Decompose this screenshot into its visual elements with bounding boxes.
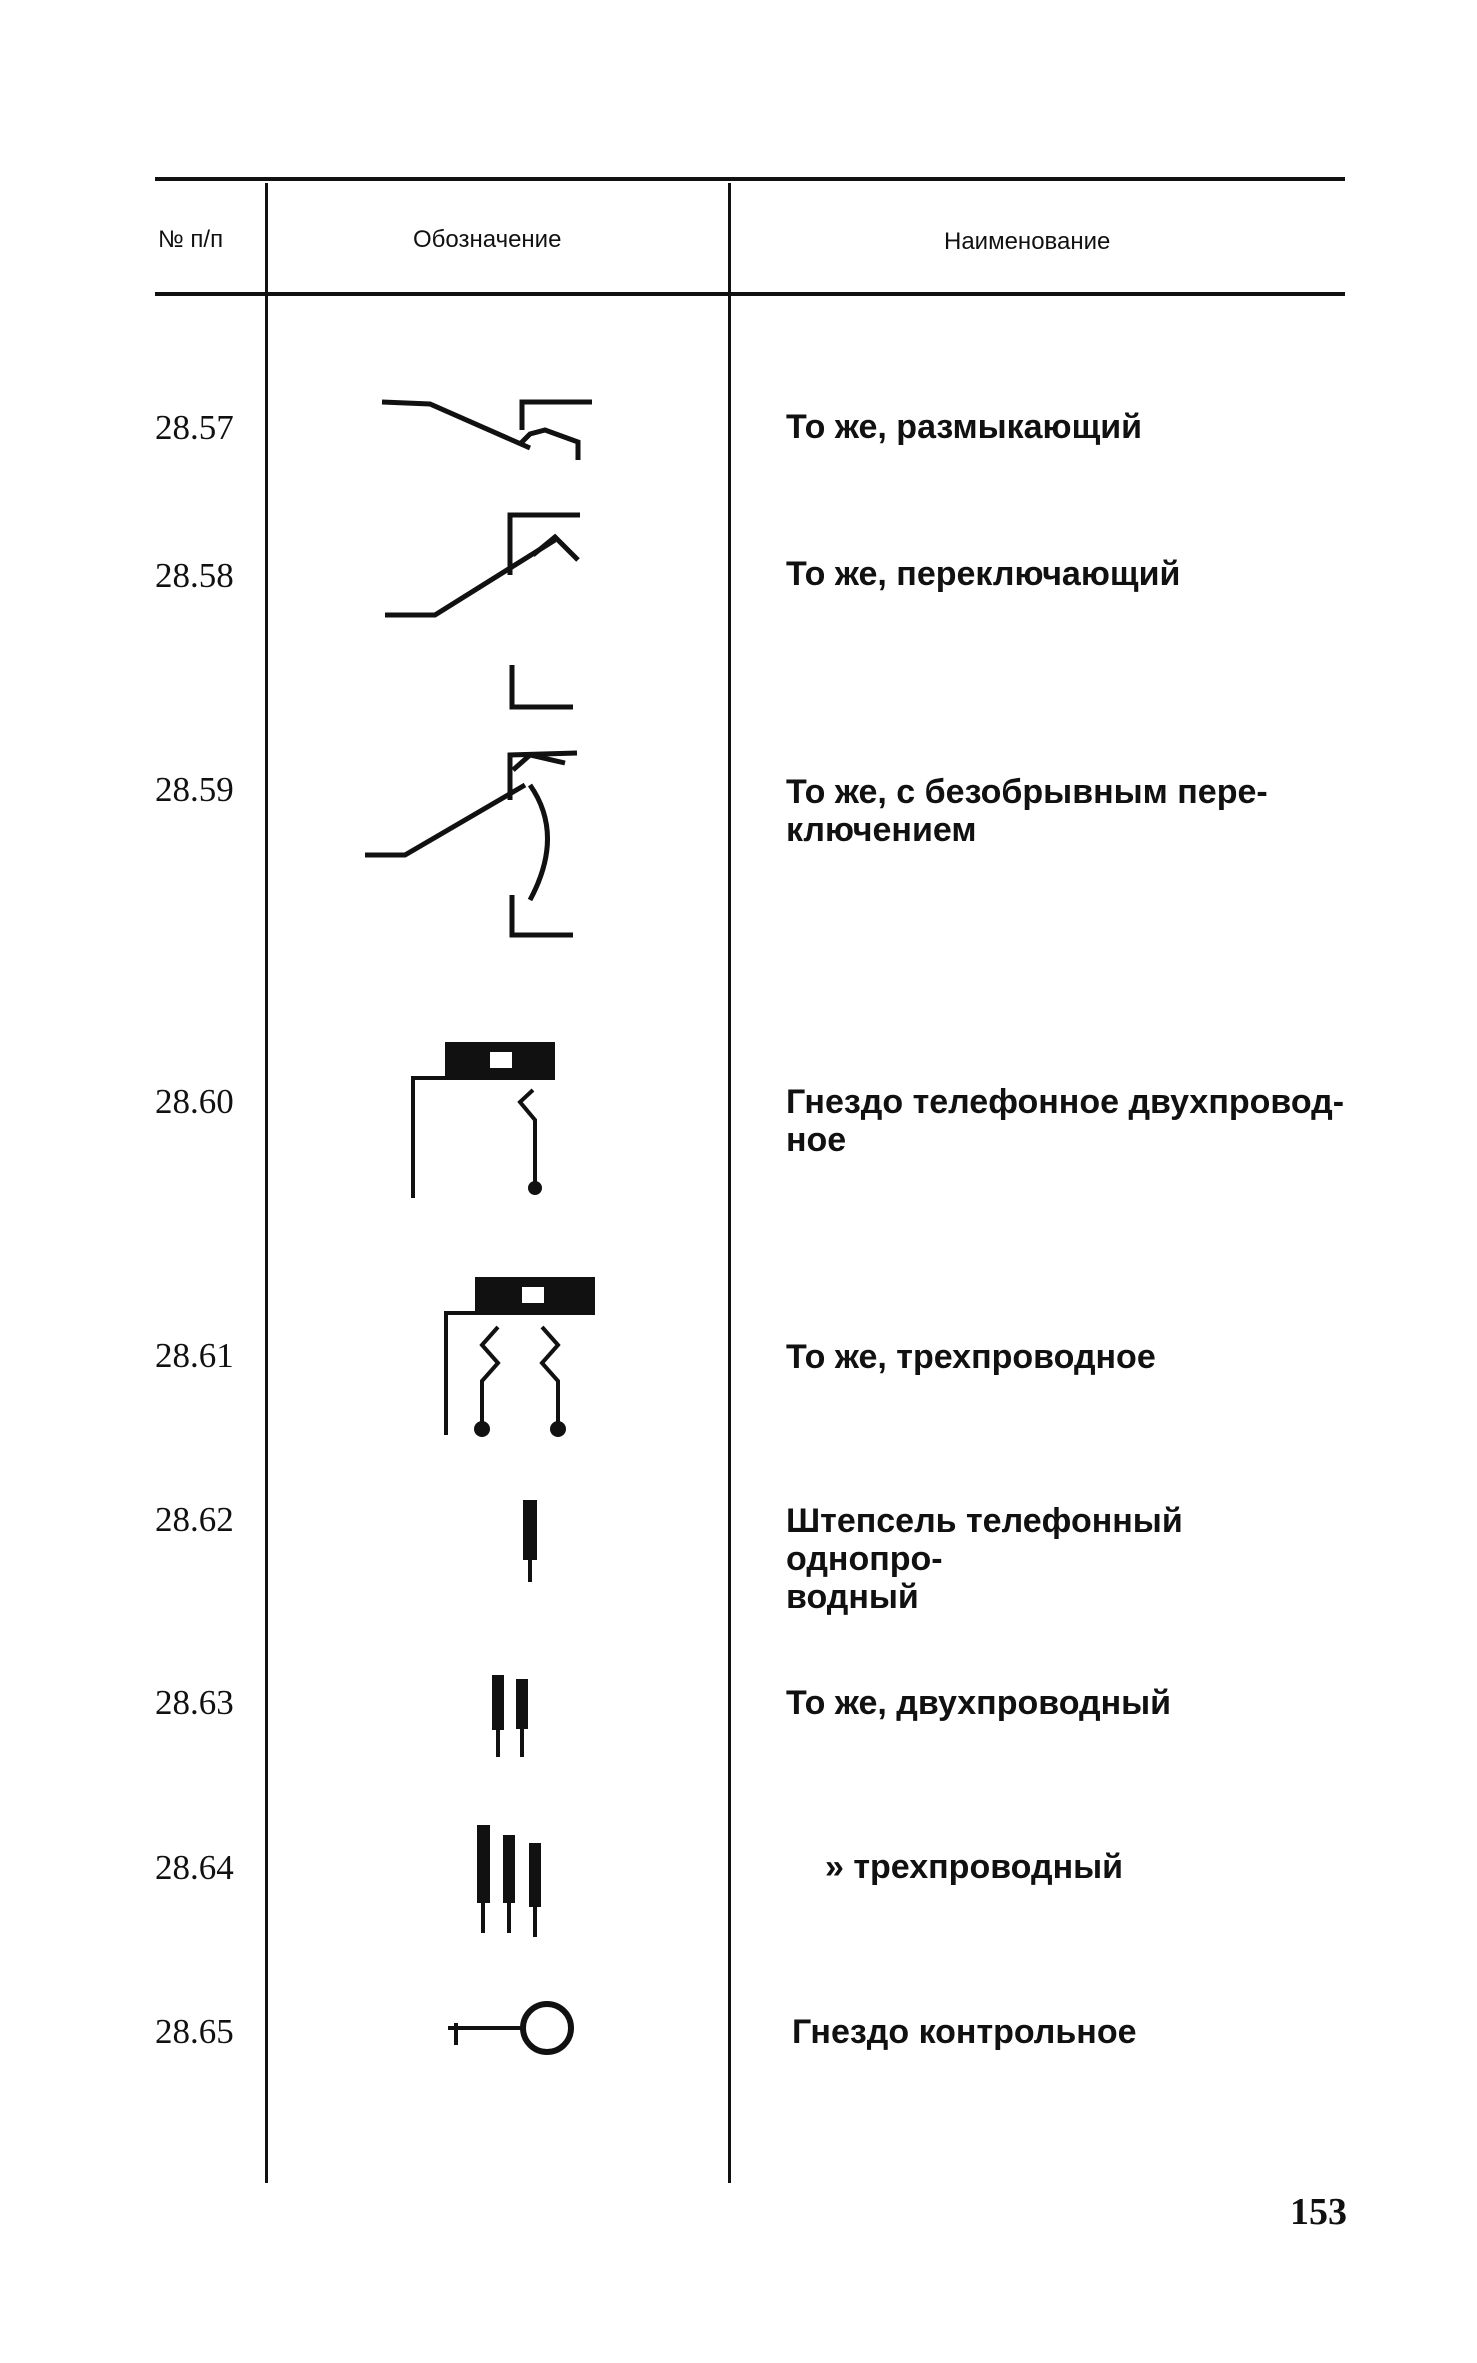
row-name: » трехпроводный xyxy=(825,1848,1124,1886)
row-name: Штепсель телефонный однопро- водный xyxy=(786,1502,1183,1616)
row-name: То же, размыкающий xyxy=(786,408,1143,446)
table-header-rule xyxy=(155,292,1345,296)
row-num: 28.63 xyxy=(155,1683,234,1722)
switch-contact-break-icon xyxy=(370,390,600,470)
row-name: Гнездо телефонное двухпровод- ное xyxy=(786,1083,1345,1159)
telephone-plug-two-wire-icon xyxy=(478,1665,548,1765)
row-num: 28.58 xyxy=(155,556,234,595)
telephone-plug-three-wire-icon xyxy=(467,1815,557,1945)
header-symbol: Обозначение xyxy=(413,226,562,253)
row-num: 28.65 xyxy=(155,2012,234,2051)
row-num: 28.57 xyxy=(155,408,234,447)
header-num: № п/п xyxy=(158,226,224,253)
row-name: То же, двухпроводный xyxy=(786,1684,1172,1722)
row-num: 28.61 xyxy=(155,1336,234,1375)
column-divider-2 xyxy=(728,183,731,2183)
row-num: 28.64 xyxy=(155,1848,234,1887)
telephone-jack-three-wire-icon xyxy=(430,1265,610,1440)
telephone-plug-single-wire-icon xyxy=(505,1490,555,1590)
row-name: Гнездо контрольное xyxy=(792,2013,1137,2051)
switch-contact-make-before-break-icon xyxy=(355,655,595,950)
switch-contact-changeover-icon xyxy=(375,505,595,625)
header-name: Наименование xyxy=(944,228,1111,255)
row-name: То же, трехпроводное xyxy=(786,1338,1156,1376)
column-divider-1 xyxy=(265,183,268,2183)
row-name: То же, с безобрывным пере- ключением xyxy=(786,773,1268,849)
test-jack-icon xyxy=(440,1995,580,2065)
row-num: 28.62 xyxy=(155,1500,234,1539)
telephone-jack-two-wire-icon xyxy=(400,1030,570,1205)
page-number: 153 xyxy=(1290,2191,1347,2233)
row-num: 28.59 xyxy=(155,770,234,809)
table-top-rule xyxy=(155,177,1345,181)
row-num: 28.60 xyxy=(155,1082,234,1121)
row-name: То же, переключающий xyxy=(786,555,1181,593)
